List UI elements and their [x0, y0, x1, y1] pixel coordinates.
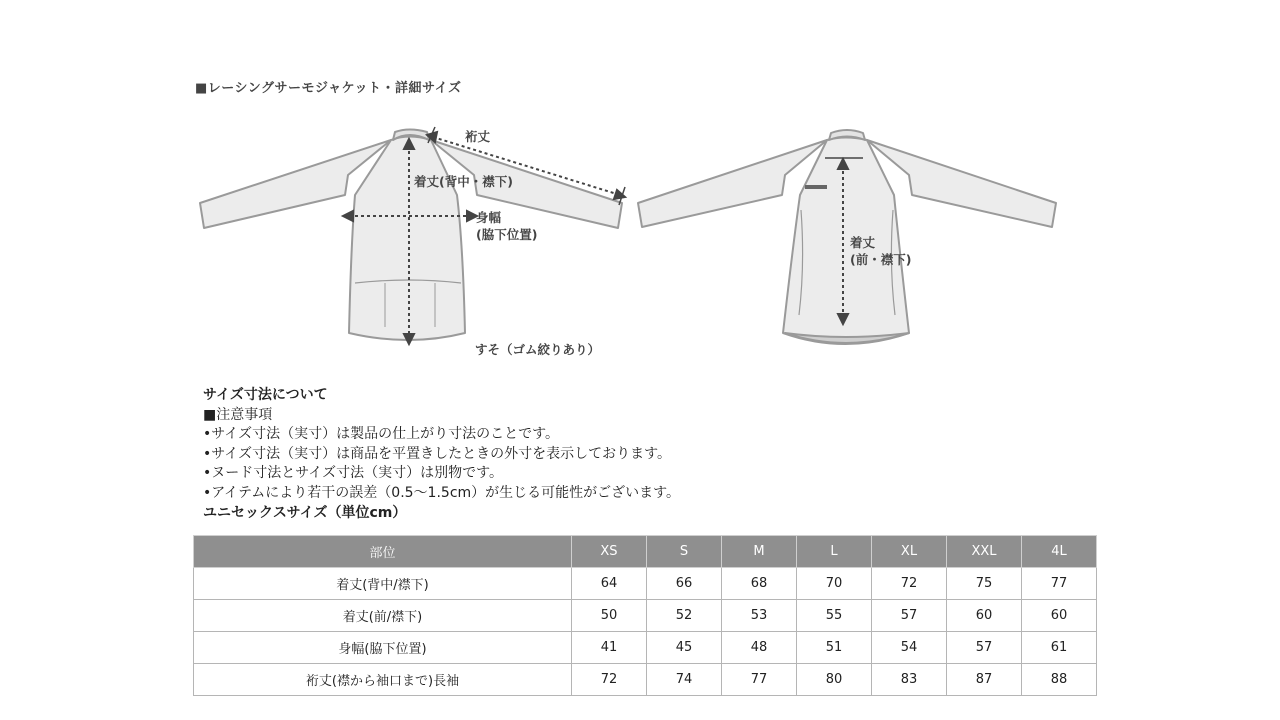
- table-cell: 41: [572, 632, 647, 664]
- notes-subtitle: ■注意事項: [203, 406, 273, 423]
- table-cell: 60: [947, 600, 1022, 632]
- notes-title: サイズ寸法について: [203, 387, 328, 403]
- table-cell: 53: [722, 600, 797, 632]
- size-notes: [203, 386, 680, 523]
- table-cell: 57: [872, 600, 947, 632]
- table-cell: 74: [647, 664, 722, 696]
- label-sleeve-length: 裄丈: [465, 129, 491, 144]
- label-hem: すそ（ゴム絞りあり）: [475, 342, 601, 357]
- jacket-front-illustration: [638, 130, 1056, 344]
- table-cell: 身幅(脇下位置): [194, 632, 572, 664]
- header-cell: L: [797, 536, 872, 568]
- header-cell: 部位: [194, 536, 572, 568]
- table-cell: 66: [647, 568, 722, 600]
- table-cell: 着丈(背中/襟下): [194, 568, 572, 600]
- table-cell: 57: [947, 632, 1022, 664]
- header-cell: 4L: [1022, 536, 1097, 568]
- jacket-diagram: [195, 115, 1075, 365]
- header-cell: XL: [872, 536, 947, 568]
- unisex-label: ユニセックスサイズ（単位cm）: [203, 504, 407, 521]
- table-cell: 裄丈(襟から袖口まで)長袖: [194, 664, 572, 696]
- table-row: [194, 664, 1097, 696]
- table-cell: 80: [797, 664, 872, 696]
- note-item: •ヌード寸法とサイズ寸法（実寸）は別物です。: [203, 465, 504, 482]
- table-cell: 88: [1022, 664, 1097, 696]
- table-cell: 72: [872, 568, 947, 600]
- table-cell: 77: [722, 664, 797, 696]
- header-cell: M: [722, 536, 797, 568]
- page-heading: ■レーシングサーモジャケット・詳細サイズ: [195, 81, 462, 96]
- table-cell: 54: [872, 632, 947, 664]
- jacket-back-illustration: [200, 130, 622, 341]
- table-cell: 75: [947, 568, 1022, 600]
- table-cell: 48: [722, 632, 797, 664]
- table-cell: 着丈(前/襟下): [194, 600, 572, 632]
- header-cell: S: [647, 536, 722, 568]
- table-row: [194, 600, 1097, 632]
- table-cell: 87: [947, 664, 1022, 696]
- table-cell: 72: [572, 664, 647, 696]
- size-table: [193, 535, 1097, 696]
- header-cell: XXL: [947, 536, 1022, 568]
- note-item: •アイテムにより若干の誤差（0.5〜1.5cm）が生じる可能性がございます。: [203, 484, 681, 501]
- label-chest-1: 身幅: [476, 210, 502, 225]
- table-cell: 45: [647, 632, 722, 664]
- table-row: [194, 568, 1097, 600]
- table-header-row: [194, 536, 1097, 568]
- label-chest-2: (脇下位置): [476, 227, 538, 242]
- table-cell: 51: [797, 632, 872, 664]
- label-length-back: 着丈(背中・襟下): [414, 174, 513, 189]
- table-cell: 52: [647, 600, 722, 632]
- front-logo: [805, 185, 827, 189]
- table-cell: 77: [1022, 568, 1097, 600]
- table-cell: 83: [872, 664, 947, 696]
- header-cell: XS: [572, 536, 647, 568]
- table-cell: 64: [572, 568, 647, 600]
- note-item: •サイズ寸法（実寸）は製品の仕上がり寸法のことです。: [203, 426, 560, 443]
- table-row: [194, 632, 1097, 664]
- label-length-front-2: (前・襟下): [850, 252, 912, 267]
- table-cell: 50: [572, 600, 647, 632]
- table-cell: 68: [722, 568, 797, 600]
- table-cell: 60: [1022, 600, 1097, 632]
- note-item: •サイズ寸法（実寸）は商品を平置きしたときの外寸を表示しております。: [203, 445, 672, 462]
- table-cell: 70: [797, 568, 872, 600]
- table-cell: 61: [1022, 632, 1097, 664]
- label-length-front-1: 着丈: [850, 235, 876, 250]
- table-cell: 55: [797, 600, 872, 632]
